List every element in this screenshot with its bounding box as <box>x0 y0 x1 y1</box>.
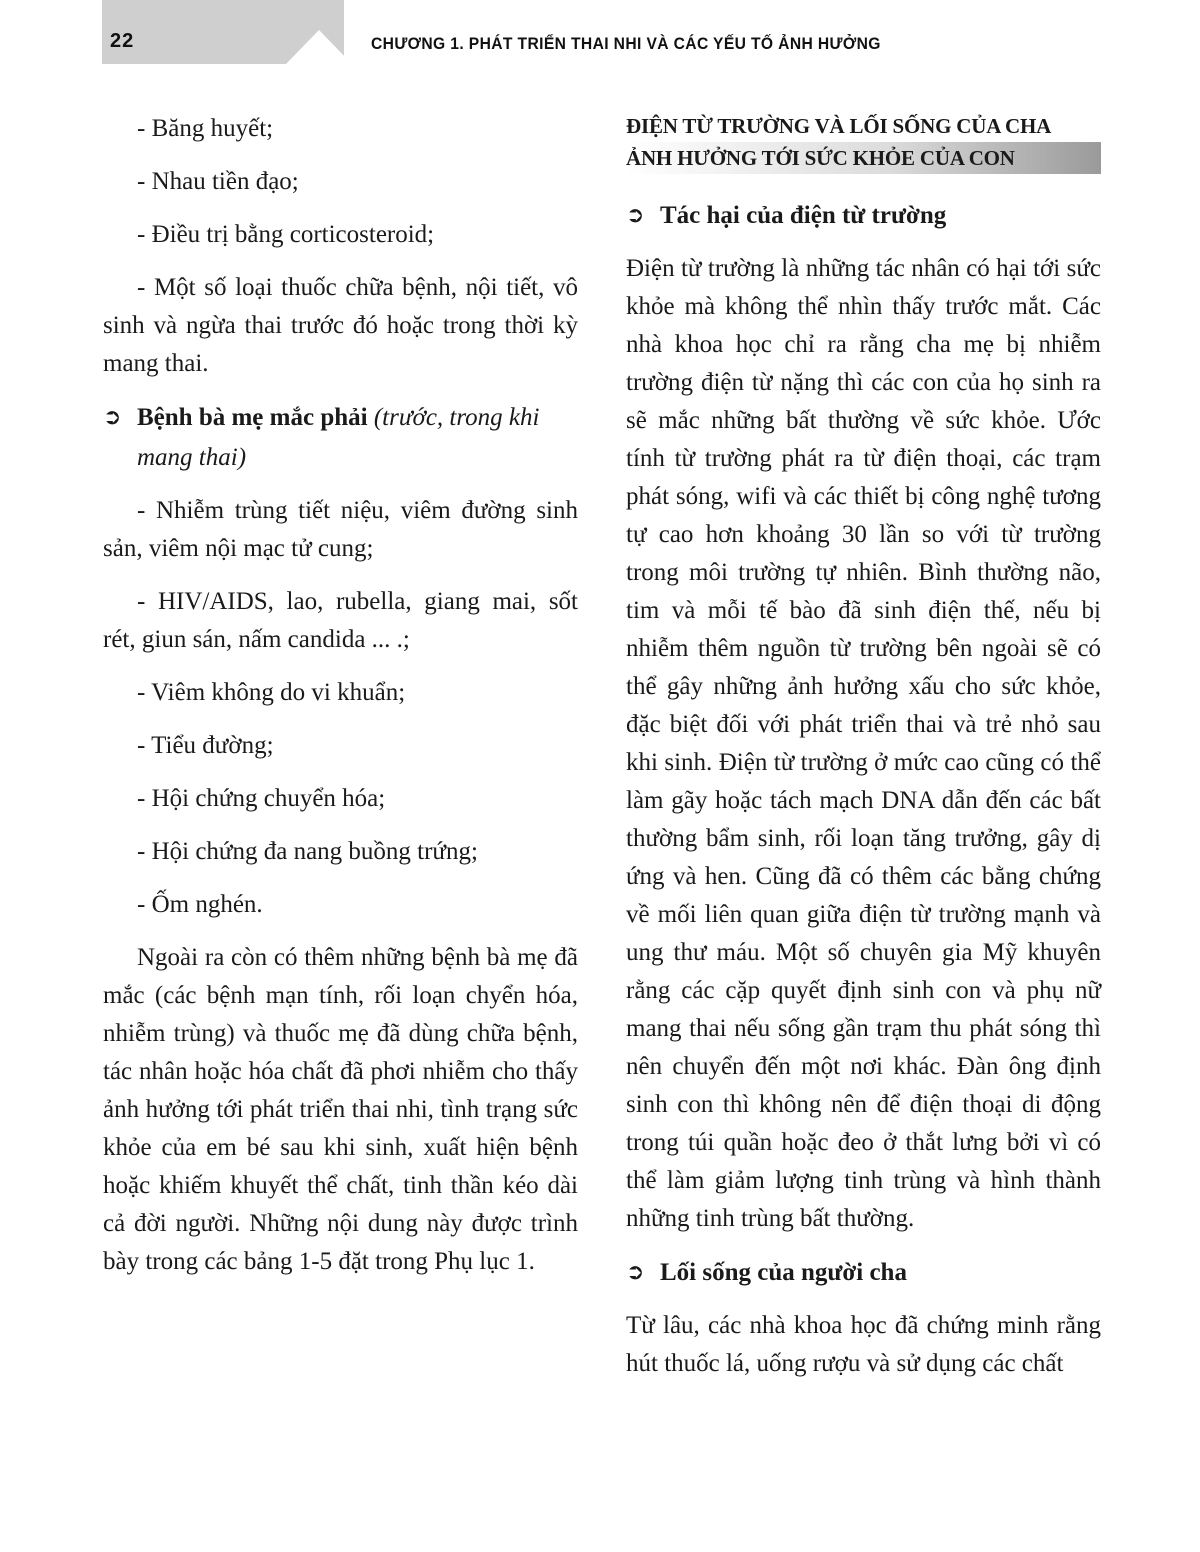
right-column <box>626 110 1101 1383</box>
curved-arrow-right-icon: ➲ <box>626 203 645 228</box>
subheading-father-lifestyle <box>626 1253 1101 1293</box>
closing-paragraph: Ngoài ra còn có thêm những bệnh bà mẹ đã mắc (các bệnh mạn tính, rối loạn chyển hóa, nhiễm trùng) và thuốc mẹ đã dùng chữa bệnh, tác nhân hoặc hóa chất đã phơi nhiễm cho thấy ảnh hưởng tới phát triển thai nhi, tình trạng sức khỏe của em bé sau khi sinh, xuất hiện bệnh hoặc khiếm khuyết thể chất, tinh thần kéo dài cả đời người. Những nội dung này được trình bày trong các bảng 1-5 đặt trong Phụ lục 1. <box>103 944 578 1275</box>
list-item: - Ốm nghén. <box>137 891 263 918</box>
curved-arrow-right-icon: ➲ <box>626 1260 645 1285</box>
list-item: - Điều trị bằng corticosteroid; <box>137 221 435 248</box>
body-paragraph: Điện từ trường là những tác nhân có hại tới sức khỏe mà không thể nhìn thấy trước mắt. Các nhà khoa học chỉ ra rằng cha mẹ bị nhiễm trường điện từ nặng thì các con của họ sinh ra sẽ mắc những bất thường về sức khỏe. Ước tính từ trường phát ra từ điện thoại, các trạm phát sóng, wifi và các thiết bị công nghệ tương tự cao hơn khoảng 30 lần so với từ trường trong môi trường tự nhiên. Bình thường não, tim và mỗi tế bào đã sinh điện thế, nếu bị nhiễm thêm nguồn từ trường bên ngoài sẽ có thể gây những ảnh hưởng xấu cho sức khỏe, đặc biệt đối với phát triển thai và trẻ nhỏ sau khi sinh. Điện từ trường ở mức cao cũng có thể làm gãy hoặc tách mạch DNA dẫn đến các bất thường bẩm sinh, rối loạn tăng trưởng, gây dị ứng và hen. Cũng đã có thêm các bằng chứng về mối liên quan giữa điện từ trường mạnh và ung thư máu. Một số chuyên gia Mỹ khuyên rằng các cặp quyết định sinh con và phụ nữ mang thai nếu sống gần trạm thu phát sóng thì nên chuyển đến một nơi khác. Đàn ông định sinh con thì không nên để điện thoại di động trong túi quần hoặc đeo ở thắt lưng bởi vì có thể làm giảm lượng tinh trùng và hình thành những tinh trùng bất thường. <box>626 255 1101 1232</box>
list-item: - Hội chứng chuyển hóa; <box>137 785 386 812</box>
curved-arrow-right-icon: ➲ <box>103 405 122 430</box>
list-item: - Nhau tiền đạo; <box>137 168 299 195</box>
chapter-title: CHƯƠNG 1. PHÁT TRIỂN THAI NHI VÀ CÁC YẾU TỐ ẢNH HƯỞNG <box>371 34 881 53</box>
list-item: - Hội chứng đa nang buồng trứng; <box>137 838 478 865</box>
left-column <box>103 110 578 1281</box>
page-number: 22 <box>110 30 135 52</box>
list-item: - Viêm không do vi khuẩn; <box>137 679 406 706</box>
header-notch <box>286 30 352 64</box>
list-item: - Nhiễm trùng tiết niệu, viêm đường sinh sản, viêm nội mạc tử cung; <box>103 497 578 562</box>
section-title-line2: ẢNH HƯỞNG TỚI SỨC KHỎE CỦA CON <box>626 142 1101 174</box>
section-title-line1: ĐIỆN TỪ TRƯỜNG VÀ LỐI SỐNG CỦA CHA <box>626 114 1052 138</box>
list-item: - HIV/AIDS, lao, rubella, giang mai, sốt rét, giun sán, nấm candida ... .; <box>103 588 578 653</box>
section-title <box>626 110 1101 174</box>
header-tab <box>102 0 344 64</box>
subheading-electromagnetic <box>626 196 1101 236</box>
subheading-note: (trước, trong khi mang thai) <box>137 404 540 471</box>
subheading-text: Bệnh bà mẹ mắc phải <box>137 404 368 431</box>
list-item: - Tiểu đường; <box>137 732 274 759</box>
body-paragraph: Từ lâu, các nhà khoa học đã chứng minh rằng hút thuốc lá, uống rượu và sử dụng các chất <box>626 1312 1101 1377</box>
subheading-maternal-disease <box>103 398 578 478</box>
list-item: - Băng huyết; <box>137 115 274 142</box>
subheading-text: Lối sống của người cha <box>660 1259 907 1286</box>
subheading-text: Tác hại của điện từ trường <box>660 202 947 229</box>
list-item-long: - Một số loại thuốc chữa bệnh, nội tiết, vô sinh và ngừa thai trước đó hoặc trong thời kỳ mang thai. <box>103 274 578 377</box>
